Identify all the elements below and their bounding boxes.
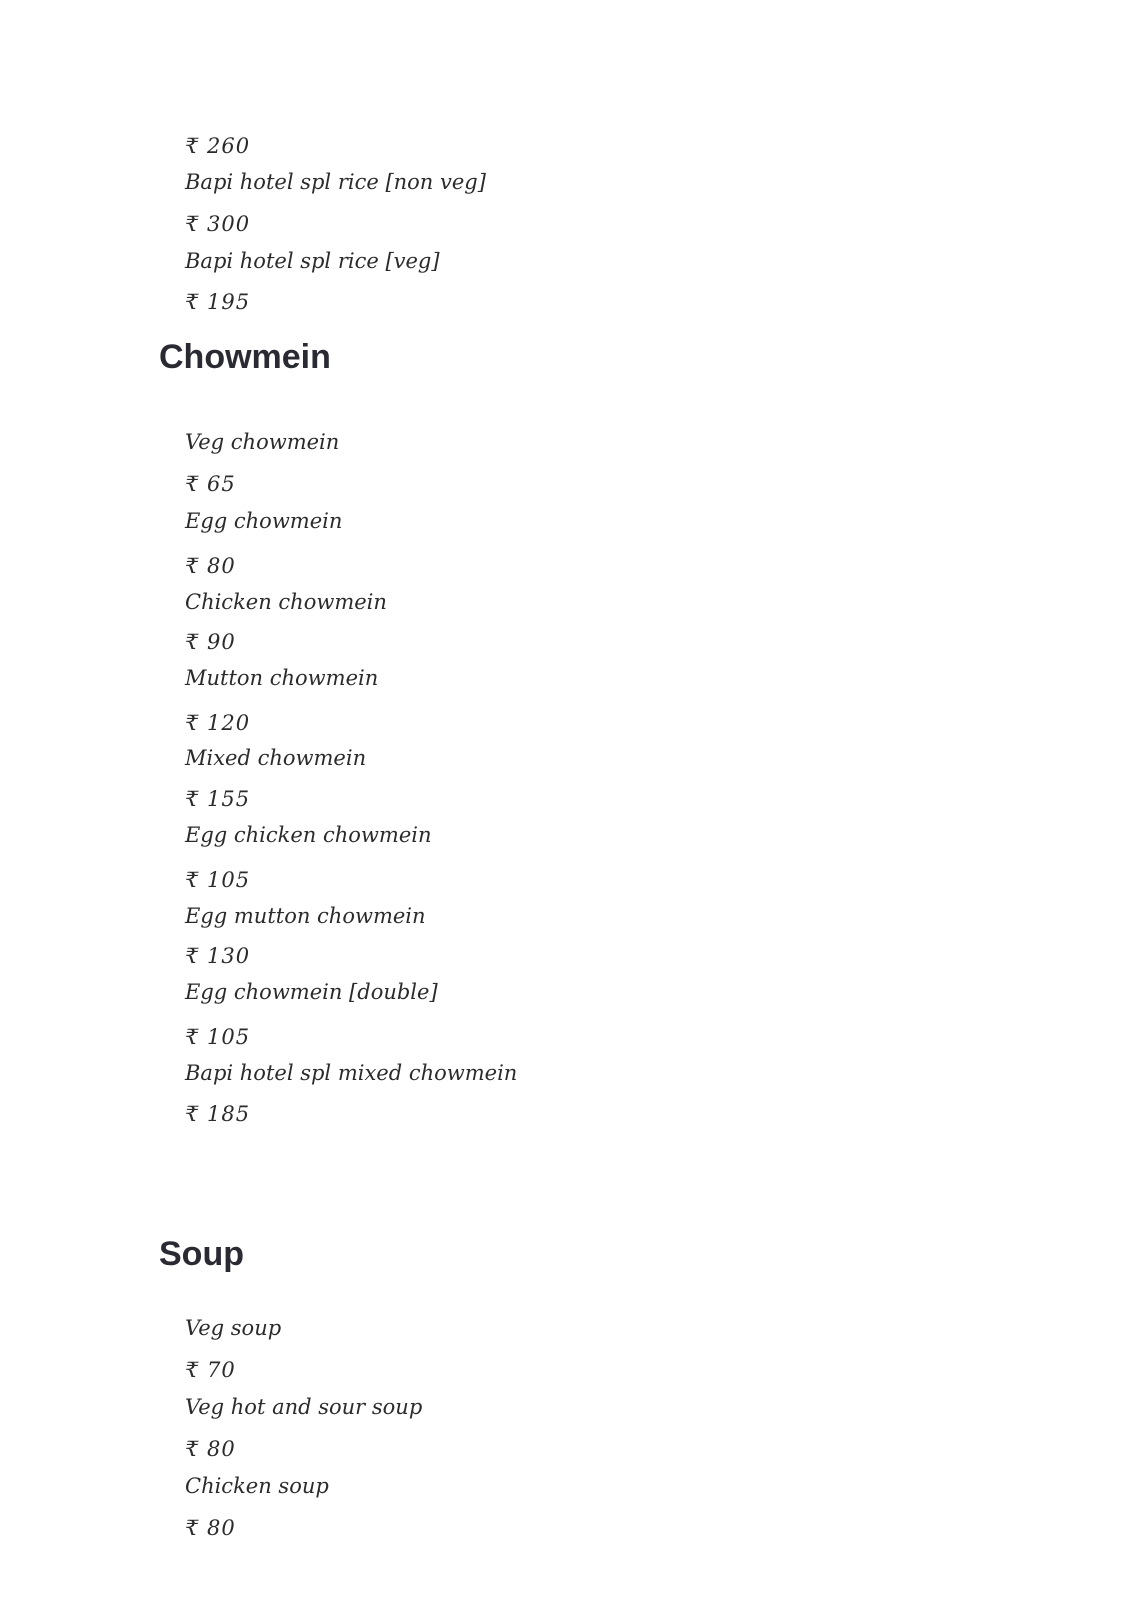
item-name: Veg chowmein	[185, 430, 340, 454]
item-price: ₹ 80	[185, 1516, 236, 1540]
item-name: Mixed chowmein	[185, 746, 367, 770]
item-name: Egg chowmein [double]	[185, 980, 438, 1004]
section-title-chowmein: Chowmein	[159, 338, 331, 376]
item-name: Chicken soup	[185, 1474, 329, 1498]
item-price: ₹ 70	[185, 1358, 236, 1382]
section-title-soup: Soup	[159, 1235, 244, 1273]
item-name: Egg mutton chowmein	[185, 904, 426, 928]
item-name: Mutton chowmein	[185, 666, 379, 690]
item-price: ₹ 185	[185, 1102, 251, 1126]
item-name: Egg chowmein	[185, 509, 343, 533]
item-price: ₹ 300	[185, 212, 251, 236]
item-price: ₹ 120	[185, 711, 251, 735]
item-price: ₹ 80	[185, 1437, 236, 1461]
item-price: ₹ 105	[185, 1025, 251, 1049]
item-name: Chicken chowmein	[185, 590, 387, 614]
item-name: Bapi hotel spl rice [veg]	[185, 249, 440, 273]
item-name: Veg hot and sour soup	[185, 1395, 423, 1419]
item-name: Bapi hotel spl rice [non veg]	[185, 170, 486, 194]
item-price: ₹ 130	[185, 944, 251, 968]
item-price: ₹ 80	[185, 554, 236, 578]
item-name: Veg soup	[185, 1316, 282, 1340]
item-price: ₹ 65	[185, 472, 236, 496]
item-price: ₹ 105	[185, 868, 251, 892]
item-price: ₹ 155	[185, 787, 251, 811]
item-price: ₹ 90	[185, 630, 236, 654]
item-name: Bapi hotel spl mixed chowmein	[185, 1061, 518, 1085]
item-price: ₹ 260	[185, 134, 251, 158]
item-name: Egg chicken chowmein	[185, 823, 432, 847]
item-price: ₹ 195	[185, 290, 251, 314]
